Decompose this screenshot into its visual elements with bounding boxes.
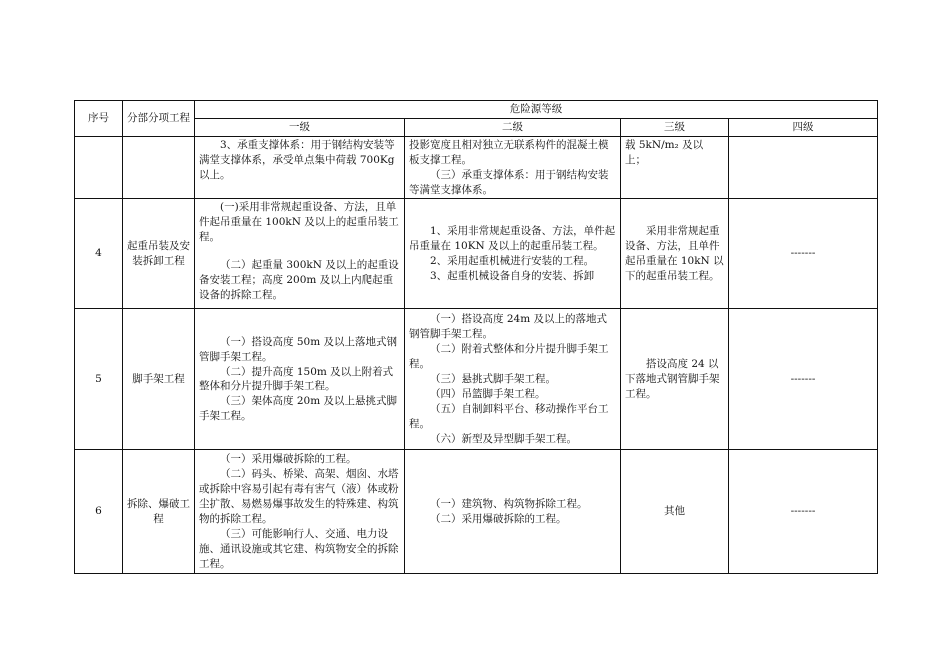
header-level2: 二级 (405, 118, 621, 136)
row-level4: ------- (729, 450, 878, 574)
level2-item: （五）自制卸料平台、移动操作平台工程。 (409, 402, 609, 430)
level2-item: （一）建筑物、构筑物拆除工程。 (430, 498, 588, 511)
level2-item: （三）承重支撑体系：用于钢结构安装等满堂支撑体系。 (409, 168, 609, 196)
row-seq: 6 (75, 450, 123, 574)
level2-item: 2、采用起重机械进行安装的工程。 (430, 254, 595, 267)
level2-item: （六）新型及异型脚手架工程。 (430, 432, 577, 445)
row-level3 (621, 136, 729, 199)
table-row (75, 136, 878, 199)
header-seq: 序号 (75, 101, 123, 137)
level2-item: 3、起重机械设备自身的安装、拆卸 (430, 269, 595, 282)
level1-item: （二）提升高度 150m 及以上附着式整体和分片提升脚手架工程。 (199, 365, 394, 393)
level1-item: （三）架体高度 20m 及以上悬挑式脚手架工程。 (199, 395, 397, 423)
header-level3: 三级 (621, 118, 729, 136)
row-name (123, 136, 195, 199)
row-level4: ------- (729, 199, 878, 309)
level2-item: （二）采用爆破拆除的工程。 (430, 512, 567, 525)
table-row (75, 199, 878, 309)
level2-item: （四）吊篮脚手架工程。 (430, 387, 546, 400)
row-level4 (729, 136, 878, 199)
row-name: 脚手架工程 (123, 309, 195, 450)
level1-item: （一）采用爆破拆除的工程。 (220, 453, 357, 466)
level1-item: (一)采用非常规起重设备、方法，且单件起吊重量在 100kN 及以上的起重吊装工程。 (199, 201, 399, 244)
row-level3 (621, 199, 729, 309)
row-level2 (405, 309, 621, 450)
level3-item: 载 5kN/m₂ 及以上； (625, 138, 704, 166)
level2-item: （三）悬挑式脚手架工程。 (430, 372, 556, 385)
level1-item: （三）可能影响行人、交通、电力设施、通讯设施或其它建、构筑物安全的拆除工程。 (199, 527, 399, 570)
level1-item: （二）码头、桥梁、高架、烟囱、水塔或拆除中容易引起有毒有害气（液）体或粉尘扩散、易燃易爆事故发生的特殊建、构筑物的拆除工程。 (199, 468, 399, 525)
header-level4: 四级 (729, 118, 878, 136)
row-level1 (195, 309, 405, 450)
level1-item: 3、承重支撑体系：用于钢结构安装等满堂支撑体系，承受单点集中荷载 700Kg 以上。 (199, 138, 395, 181)
row-level1 (195, 199, 405, 309)
row-name: 拆除、爆破工程 (123, 450, 195, 574)
row-level4: ------- (729, 309, 878, 450)
level2-item: （二）附着式整体和分片提升脚手架工程。 (409, 343, 609, 371)
level3-item: 其他 (664, 505, 685, 518)
level2-item: 投影宽度且相对独立无联系构件的混凝土模板支撑工程。 (409, 138, 609, 166)
row-level1 (195, 136, 405, 199)
hazard-level-table (74, 100, 878, 574)
row-level3 (621, 450, 729, 574)
row-level2 (405, 450, 621, 574)
level2-item: 1、采用非常规起重设备、方法，单件起吊重量在 10KN 及以上的起重吊装工程。 (409, 225, 616, 253)
row-level1 (195, 450, 405, 574)
level3-item: 采用非常规起重设备、方法，且单件起吊重量在 10kN 以下的起重吊装工程。 (625, 225, 724, 282)
row-seq: 5 (75, 309, 123, 450)
level2-item: （一）搭设高度 24m 及以上的落地式钢管脚手架工程。 (409, 313, 607, 341)
level1-item: （二）起重量 300kN 及以上的起重设备安装工程；高度 200m 及以上内爬起重设备的拆除工程。 (199, 259, 399, 301)
table-row (75, 450, 878, 574)
row-seq: 4 (75, 199, 123, 309)
header-hazard-level: 危险源等级 (195, 101, 878, 119)
header-level1: 一级 (195, 118, 405, 136)
level3-item: 搭设高度 24 以下落地式钢管脚手架工程。 (625, 358, 720, 400)
row-level2 (405, 199, 621, 309)
row-name: 起重吊装及安装拆卸工程 (123, 199, 195, 309)
header-sub-project: 分部分项工程 (123, 101, 195, 137)
row-level3 (621, 309, 729, 450)
row-level2 (405, 136, 621, 199)
row-seq (75, 136, 123, 199)
level1-item: （一）搭设高度 50m 及以上落地式钢管脚手架工程。 (199, 335, 397, 363)
table-row (75, 309, 878, 450)
